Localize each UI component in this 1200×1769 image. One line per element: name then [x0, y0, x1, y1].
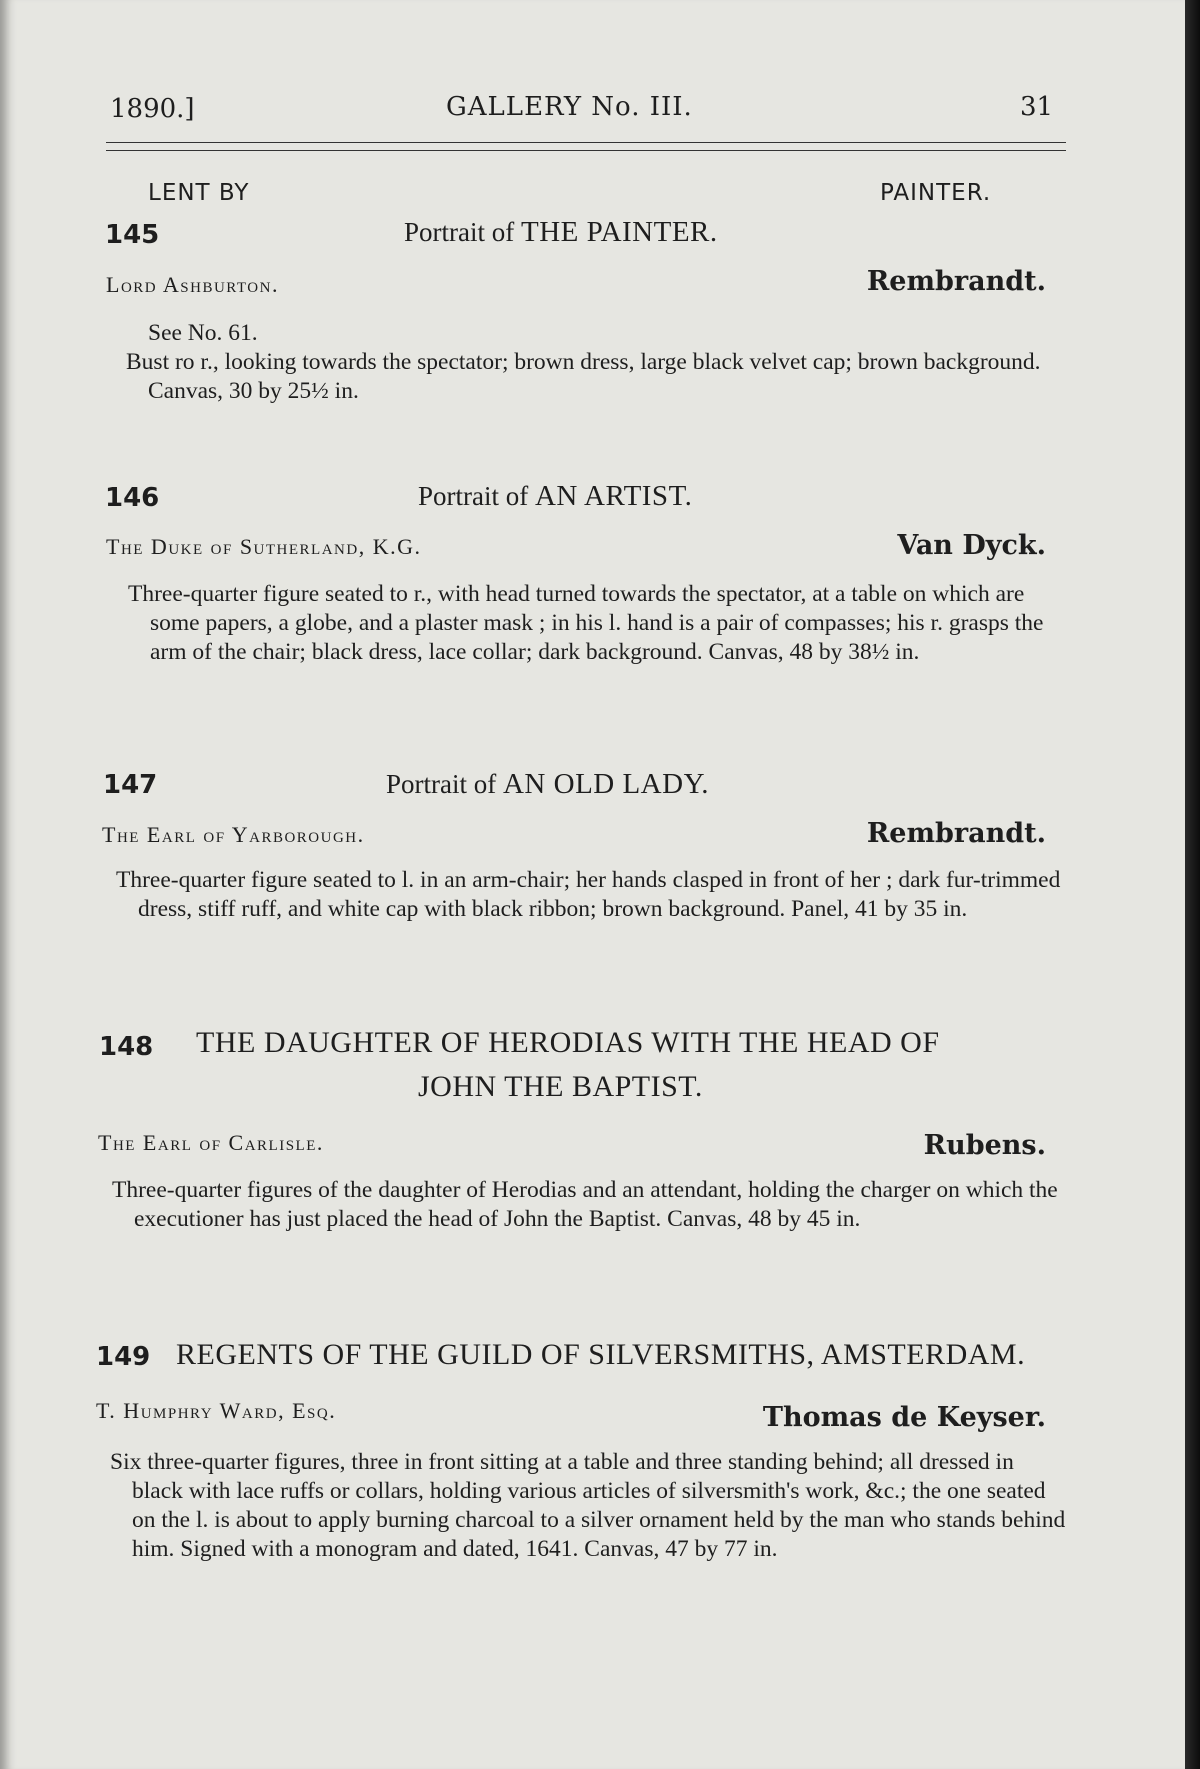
column-head-lent-by: LENT BY: [148, 180, 250, 206]
entry-number: 146: [105, 483, 160, 513]
entry-description: Three-quarter figure seated to r., with head turned towards the spectator, at a table on which are some papers, a globe, and a plaster mask ; in his l. hand is a pair of compasses; his r. grasps the arm of the chair; black dress, lace collar; dark background. Canvas, 48 by 38½ in.: [128, 581, 1044, 665]
entry-title-line-1: THE DAUGHTER OF HERODIAS WITH THE HEAD OF: [196, 1026, 940, 1059]
entry-number: 148: [99, 1032, 154, 1062]
entry-description: Six three-quarter figures, three in front sitting at a table and three standing behind; all dressed in black with lace ruffs or collars, holding various articles of silversmith's work, &c.; the one seated on the l. is about to apply burning charcoal to a silver ornament held by the man who stands behind him. Signed with a monogram and dated, 1641. Canvas, 47 by 77 in.: [110, 1449, 1066, 1562]
entry-title: Portrait of AN ARTIST.: [418, 480, 693, 512]
header-rule-bottom: [106, 150, 1066, 151]
entry-painter: Rembrandt.: [866, 266, 1046, 297]
entry-painter: Van Dyck.: [897, 530, 1046, 561]
entry-lender: The Earl of Yarborough.: [102, 822, 365, 847]
page-edge-shadow: [1185, 0, 1200, 1769]
entry-number: 145: [105, 220, 160, 250]
entry-painter: Thomas de Keyser.: [762, 1402, 1046, 1433]
entry-title: Portrait of AN OLD LADY.: [386, 768, 710, 800]
entry-lender: Lord Ashburton.: [106, 272, 279, 297]
entry-cross-reference: See No. 61.: [148, 320, 258, 346]
entry-number: 149: [96, 1342, 151, 1372]
header-year: 1890.]: [110, 94, 195, 124]
column-head-painter: PAINTER.: [880, 180, 992, 206]
entry-title: Portrait of THE PAINTER.: [404, 216, 718, 248]
entry-number: 147: [103, 770, 158, 800]
header-title: GALLERY No. III.: [446, 92, 693, 122]
entry-painter: Rembrandt.: [866, 818, 1046, 849]
entry-description: Three-quarter figures of the daughter of Herodias and an attendant, holding the charger on which the executioner has just placed the head of John the Baptist. Canvas, 48 by 45 in.: [112, 1177, 1058, 1232]
entry-description: Bust ro r., looking towards the spectator; brown dress, large black velvet cap; brown background. Canvas, 30 by 25½ in.: [126, 349, 1041, 404]
entry-lender: The Duke of Sutherland, K.G.: [106, 534, 422, 559]
entry-title-line-2: JOHN THE BAPTIST.: [418, 1070, 703, 1103]
header-rule-top: [106, 142, 1066, 143]
entry-lender: T. Humphry Ward, Esq.: [96, 1398, 337, 1423]
page-number: 31: [1020, 92, 1054, 122]
entry-painter: Rubens.: [923, 1130, 1046, 1161]
entry-lender: The Earl of Carlisle.: [98, 1130, 324, 1155]
entry-description: Three-quarter figure seated to l. in an arm-chair; her hands clasped in front of her ; dark fur-trimmed dress, stiff ruff, and white cap with black ribbon; brown background. Panel, 41 by 35 in.: [116, 867, 1061, 922]
entry-title: REGENTS OF THE GUILD OF SILVERSMITHS, AMSTERDAM.: [176, 1338, 1026, 1371]
